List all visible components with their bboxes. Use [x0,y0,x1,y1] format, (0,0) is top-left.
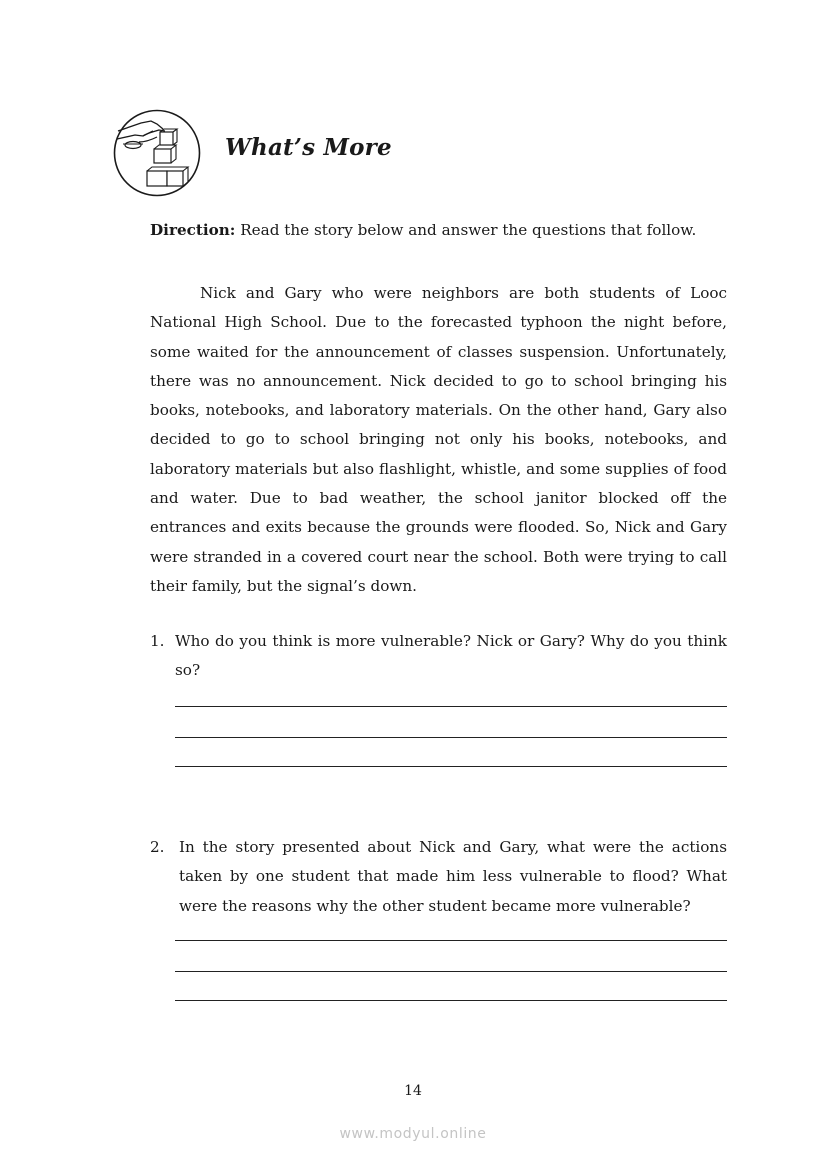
page-number: 14 [404,1083,422,1099]
answer-line[interactable] [175,706,727,707]
hand-stacking-blocks-icon [113,109,201,197]
watermark: www.modyul.online [339,1126,487,1142]
answer-line[interactable] [175,737,727,738]
question-text: In the story presented about Nick and Gary, what were the actions taken by one student that made him less vulnerable to flood? What were the reasons why the other student became more vulnerable? [179,838,727,915]
direction-label: Direction: [150,221,236,239]
question-1 [150,627,727,686]
answer-line[interactable] [175,766,727,767]
direction-line [150,221,730,239]
question-number: 1. [150,632,165,650]
question-2 [150,833,727,921]
answer-line[interactable] [175,940,727,941]
direction-text: Read the story below and answer the questions that follow. [240,221,697,239]
section-title: What’s More [225,134,392,161]
answer-line[interactable] [175,971,727,972]
question-text: Who do you think is more vulnerable? Nick or Gary? Why do you think so? [175,632,727,680]
answer-line[interactable] [175,1000,727,1001]
question-number: 2. [150,838,165,856]
story-paragraph: Nick and Gary who were neighbors are both students of Looc National High School. Due to the forecasted typhoon the night before, some waited for the announcement of classes suspension. Unfortunately, there was no announcement. Nick decided to go to school bringing his books, notebooks, and laboratory materials. On the other hand, Gary also decided to go to school bringing not only his books, notebooks, and laboratory materials but also flashlight, whistle, and some supplies of food and water. Due to bad weather, the school janitor blocked off the entrances and exits because the grounds were flooded. So, Nick and Gary were stranded in a covered court near the school. Both were trying to call their family, but the signal’s down. [150,284,727,595]
